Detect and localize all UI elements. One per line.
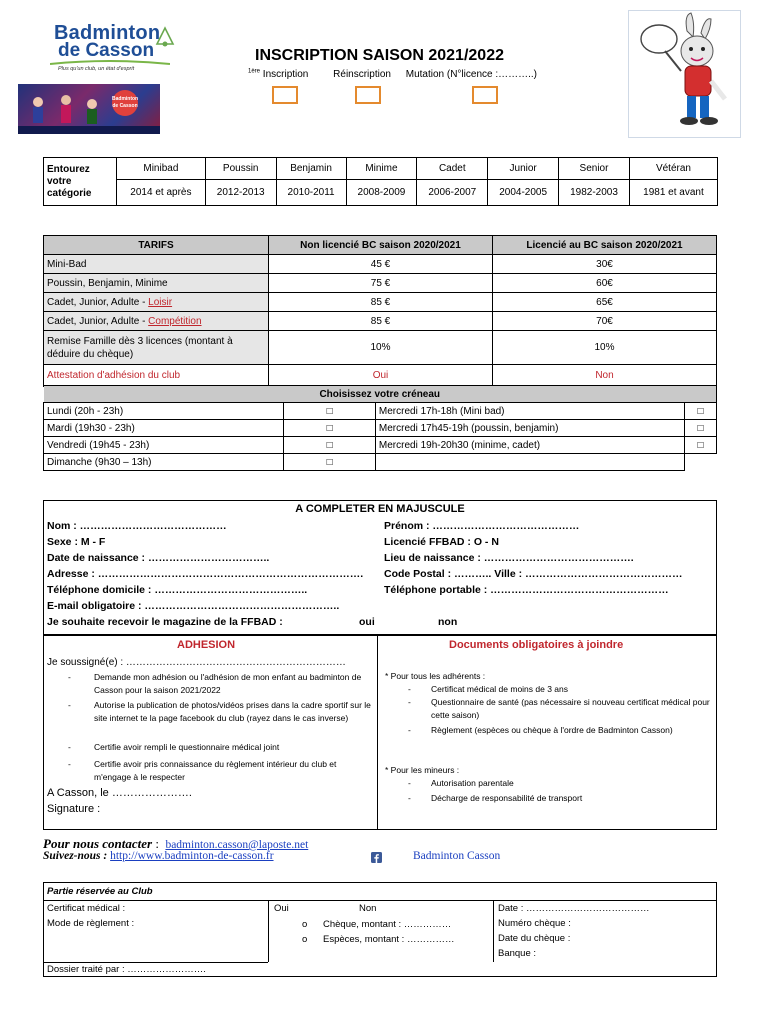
creneau-checkbox[interactable]: □ [684,403,716,420]
club-divider [268,900,269,962]
tarif-competition-link[interactable]: Compétition [148,315,202,327]
certificat-label: Certificat médical : [47,903,126,914]
creneau-slot-left: Mardi (19h30 - 23h) [44,420,284,437]
tarif-licencie: Non [493,365,717,387]
tarif-label [44,312,269,331]
tarif-label-text: Cadet, Junior, Adulte - [47,296,149,308]
category-row-label: Entourez votre catégorie [44,158,117,206]
adhesion-title: ADHESION [177,639,236,651]
tarifs-header [44,236,717,255]
soussigne-field[interactable]: Je soussigné(e) : ………………………………………………………… [47,657,346,668]
club-divider [44,900,716,901]
club-banner [18,84,160,134]
prenom-field[interactable]: Prénom : …………………………………… [384,520,580,532]
club-section-title: Partie réservée au Club [47,886,153,897]
club-divider [493,900,494,962]
creneau-row [44,420,717,437]
category-years-row [44,180,718,206]
inscription-sup: 1ère [248,69,261,75]
documents-item: Autorisation parentale [431,778,514,788]
magazine-question: Je souhaite recevoir le magazine de la FFBAD : [47,616,283,628]
creneau-row [44,437,717,454]
tarif-non-licencie: 45 € [269,255,493,274]
creneau-checkbox[interactable]: □ [684,437,716,454]
creneau-checkbox[interactable]: □ [284,454,376,471]
lieu-naissance-field[interactable]: Lieu de naissance : ……………………………………. [384,552,634,564]
category-years[interactable]: 1982-2003 [559,180,630,206]
certificat-oui[interactable]: Oui [274,903,289,914]
creneau-slot-left: Vendredi (19h45 - 23h) [44,437,284,454]
inscription-label [248,69,320,80]
follow-block [43,850,274,862]
bullet-dash: - [408,684,411,694]
creneau-row [44,403,717,420]
tarif-non-licencie: 75 € [269,274,493,293]
contact-block: Pour nous contacter : badminton.casson@laposte.net [43,836,309,851]
category-name[interactable]: Cadet [417,158,488,180]
bullet-dash: - [68,700,71,710]
creneau-checkbox[interactable]: □ [284,420,376,437]
portable-field[interactable]: Téléphone portable : …………………………………………… [384,584,669,596]
licencie-field[interactable]: Licencié FFBAD : O - N [384,536,499,548]
tarifs-col-label: TARIFS [44,236,269,255]
documents-mineurs-label: * Pour les mineurs : [385,765,460,775]
players-banner-icon [18,84,160,134]
creneau-empty [684,454,716,471]
tarif-licencie: 10% [493,331,717,365]
documents-title: Documents obligatoires à joindre [449,639,624,651]
signature-field[interactable]: Signature : [47,803,101,815]
tarif-label: Attestation d'adhésion du club [44,365,269,387]
creneau-table [43,385,717,471]
logo-tagline: Plus qu'un club, un état d'esprit [58,66,135,72]
rabbit-mascot [628,10,741,138]
tarif-label: Poussin, Benjamin, Minime [44,274,269,293]
page-title: INSCRIPTION SAISON 2021/2022 [255,47,504,64]
bullet-dash: - [68,742,71,752]
nom-field[interactable]: Nom : …………………………………… [47,520,227,532]
tarifs-row [44,331,717,365]
cheque-montant[interactable]: Chèque, montant : …………… [323,919,452,930]
sexe-field[interactable]: Sexe : M - F [47,536,106,548]
tarifs-row [44,293,717,312]
documents-item: Règlement (espèces ou chèque à l'ordre de Badminton Casson) [431,725,673,735]
follow-label: Suivez-nous : [43,850,108,862]
tarifs-row [44,365,717,387]
adhesion-item: Demande mon adhésion ou l'adhésion de mon enfant au badminton de Casson pour la saison 2021/2022 [94,672,362,695]
club-reserved-section [43,882,717,977]
creneau-slot-right [375,454,684,471]
tarif-label [44,293,269,312]
category-name[interactable]: Senior [559,158,630,180]
mutation-checkbox[interactable] [472,86,498,104]
documents-item: Questionnaire de santé (pas nécessaire si nouveau certificat médical pour cette saison) [431,697,710,720]
bullet-dash: - [68,759,71,769]
magazine-oui[interactable]: oui [359,616,375,628]
creneau-slot-left: Lundi (20h - 23h) [44,403,284,420]
facebook-link[interactable]: Badminton Casson [413,850,501,862]
tarifs-row [44,274,717,293]
tarifs-row [44,312,717,331]
category-name[interactable]: Poussin [205,158,276,180]
personal-info-form [43,500,717,635]
creneau-checkbox[interactable]: □ [284,403,376,420]
category-years[interactable]: 2004-2005 [488,180,559,206]
creneau-slot-right: Mercredi 17h-18h (Mini bad) [375,403,684,420]
category-name[interactable]: Benjamin [276,158,346,180]
tarif-non-licencie: 85 € [269,293,493,312]
category-name[interactable]: Vétéran [629,158,717,180]
numero-cheque-field[interactable]: Numéro chèque : [498,918,571,929]
category-years[interactable]: 2006-2007 [417,180,488,206]
contact-email-link[interactable]: badminton.casson@laposte.net [165,839,309,851]
creneau-checkbox[interactable]: □ [684,420,716,437]
creneau-checkbox[interactable]: □ [284,437,376,454]
telephone-field[interactable]: Téléphone domicile : …………………………………….. [47,584,308,596]
tarif-label: Remise Famille dès 3 licences (montant à déduire du chèque) [44,331,269,365]
adhesion-item: Certifie avoir pris connaissance du règlement intérieur du club et m'engage à le respecter [94,759,337,782]
logo-subtitle: de Casson [58,40,155,61]
creneau-slot-left: Dimanche (9h30 – 13h) [44,454,284,471]
tarif-non-licencie: 10% [269,331,493,365]
creneau-slot-right: Mercredi 19h-20h30 (minime, cadet) [375,437,684,454]
category-name[interactable]: Junior [488,158,559,180]
tarif-non-licencie: 85 € [269,312,493,331]
tarif-label: Mini-Bad [44,255,269,274]
contact-label: Pour nous contacter [43,836,153,851]
tarif-loisir-link[interactable]: Loisir [148,296,173,308]
category-name[interactable]: Minime [346,158,417,180]
club-logo [50,22,180,82]
logo-title: Badminton [54,22,161,44]
mode-reglement-label: Mode de règlement : [47,918,135,929]
date-field[interactable]: Date : ………………………………… [498,903,650,914]
adhesion-item: Autorise la publication de photos/vidéos prises dans la cadre sportif sur le site internet te la page facebook du club (rayez dans le cas inverse) [94,700,371,723]
shuttlecock-icon [153,24,177,48]
email-field[interactable]: E-mail obligatoire : ……………………………………………….. [47,600,340,612]
bullet-dash: - [408,778,411,788]
tarifs-col-non-licencie: Non licencié BC saison 2020/2021 [269,236,493,255]
registration-type-labels [248,69,549,80]
inscription-checkbox[interactable] [272,86,298,104]
creneau-row [44,454,717,471]
date-naissance-field[interactable]: Date de naissance : …………………………….. [47,552,270,564]
documents-item: Décharge de responsabilité de transport [431,793,583,803]
lieu-date-field[interactable]: A Casson, le …………………. [47,787,192,799]
tarifs-table [43,235,717,387]
banque-field[interactable]: Banque : [498,948,537,959]
certificat-non[interactable]: Non [359,903,377,914]
tarif-licencie: 60€ [493,274,717,293]
creneau-title: Choisissez votre créneau [44,386,717,403]
club-divider [44,962,268,963]
inscription-text: Inscription [262,69,309,81]
facebook-icon[interactable] [371,852,382,863]
bullet-dash: - [408,793,411,803]
bullet-dash: - [408,697,411,707]
radio-cheque[interactable]: o [302,919,308,930]
tarif-non-licencie: Oui [269,365,493,387]
adhesion-item: Certifie avoir rempli le questionnaire médical joint [94,742,280,752]
adhesion-section [43,635,717,830]
rabbit-badminton-icon [629,11,741,138]
radio-especes[interactable]: o [302,934,308,945]
tarifs-col-licencie: Licencié au BC saison 2020/2021 [493,236,717,255]
form-title: A COMPLETER EN MAJUSCULE [295,503,465,515]
category-years[interactable]: 2008-2009 [346,180,417,206]
tarif-licencie: 70€ [493,312,717,331]
category-years[interactable]: 2012-2013 [205,180,276,206]
creneau-slot-right: Mercredi 17h45-19h (poussin, benjamin) [375,420,684,437]
code-postal-field[interactable]: Code Postal : ……….. Ville : ……………………………………… [384,568,683,580]
reinscription-checkbox[interactable] [355,86,381,104]
banner-badge: Badminton de Casson [112,90,138,116]
category-years[interactable]: 1981 et avant [629,180,717,206]
dossier-field[interactable]: Dossier traité par : ……………………. [47,964,206,975]
category-years[interactable]: 2014 et après [117,180,206,206]
bullet-dash: - [408,725,411,735]
tarif-licencie: 65€ [493,293,717,312]
tarifs-row [44,255,717,274]
tarif-licencie: 30€ [493,255,717,274]
category-name[interactable]: Minibad [117,158,206,180]
mutation-label: Mutation (N°licence :………..) [405,69,538,81]
magazine-non[interactable]: non [438,616,458,628]
tarif-label-text: Cadet, Junior, Adulte - [47,315,149,327]
category-table [43,157,718,206]
website-link[interactable]: http://www.badminton-de-casson.fr [110,850,274,862]
reinscription-label: Réinscription [333,69,391,81]
bullet-dash: - [68,672,71,682]
category-names-row [44,158,718,180]
adhesion-column [44,636,378,829]
date-cheque-field[interactable]: Date du chèque : [498,933,571,944]
documents-item: Certificat médical de moins de 3 ans [431,684,569,694]
documents-tous-label: * Pour tous les adhérents : [385,671,486,681]
creneau-header [44,386,717,403]
category-years[interactable]: 2010-2011 [276,180,346,206]
adresse-field[interactable]: Adresse : …………………………………………………………………. [47,568,364,580]
especes-montant[interactable]: Espèces, montant : …………… [323,934,455,945]
